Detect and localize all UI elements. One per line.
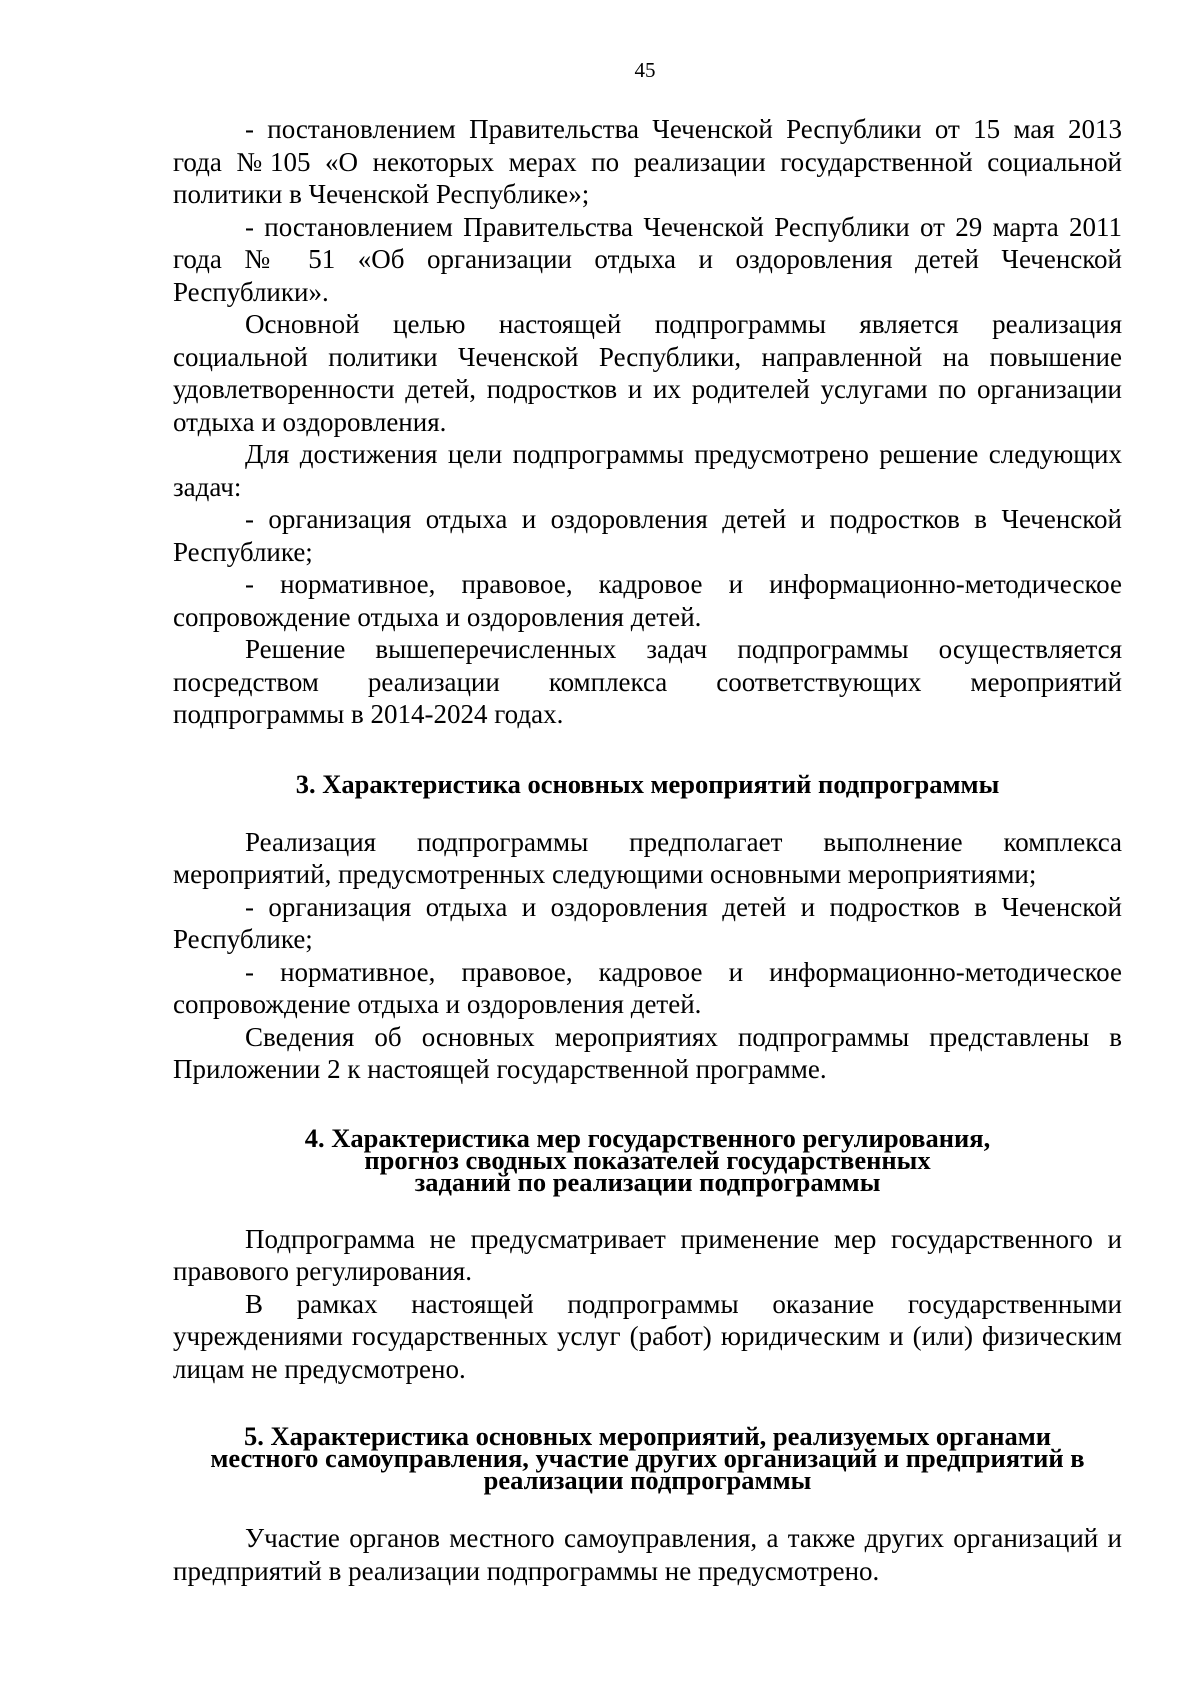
paragraph: Участие органов местного самоуправления, а также других организаций и предприятий в реализации подпрограммы не предусмотрено. <box>173 1523 1122 1586</box>
paragraph: Основной целью настоящей подпрограммы является реализация социальной политики Чеченской Республики, направленной на повышение удовлетворенности детей, подростков и их родителей услугами по организации отдыха и оздоровления. <box>173 309 1122 437</box>
section-heading <box>173 768 1122 800</box>
section-heading-line: местного самоуправления, участие других организаций и предприятий в <box>210 1443 1085 1473</box>
paragraph: Для достижения цели подпрограммы предусмотрено решение следующих задач: <box>173 439 1122 502</box>
paragraph: - постановлением Правительства Чеченской Республики от 29 марта 2011 года № 51 «Об организации отдыха и оздоровления детей Чеченской Республики». <box>173 211 1122 307</box>
paragraph: - нормативное, правовое, кадровое и информационно-методическое сопровождение отдыха и оздоровления детей. <box>173 956 1122 1019</box>
document-body <box>173 113 1122 1587</box>
section-heading-line: 5. Характеристика основных мероприятий, реализуемых органами <box>243 1421 1052 1451</box>
paragraph: Решение вышеперечисленных задач подпрограммы осуществляется посредством реализации комплекса соответствующих мероприятий подпрограммы в 2014-2024 годах. <box>173 634 1122 729</box>
paragraph: Реализация подпрограммы предполагает выполнение комплекса мероприятий, предусмотренных следующими основными мероприятиями; <box>173 826 1122 889</box>
section-heading-line: 3. Характеристика основных мероприятий подпрограммы <box>295 768 1000 799</box>
paragraph: Сведения об основных мероприятиях подпрограммы представлены в Приложении 2 к настоящей государственной программе. <box>173 1021 1122 1084</box>
section-heading-line: прогноз сводных показателей государственных <box>364 1144 931 1175</box>
section-heading-line: заданий по реализации подпрограммы <box>414 1166 881 1197</box>
paragraph: В рамках настоящей подпрограммы оказание государственными учреждениями государственных услуг (работ) юридическим и (или) физическим лицам не предусмотрено. <box>173 1288 1122 1384</box>
page-number: 45 <box>634 58 656 82</box>
section-heading-line: реализации подпрограммы <box>483 1465 812 1495</box>
paragraph: - организация отдыха и оздоровления детей и подростков в Чеченской Республике; <box>173 504 1122 567</box>
paragraph: Подпрограмма не предусматривает применение мер государственного и правового регулирования. <box>173 1223 1122 1286</box>
section-heading-line: 4. Характеристика мер государственного регулирования, <box>304 1122 991 1153</box>
paragraph: - нормативное, правовое, кадровое и информационно-методическое сопровождение отдыха и оздоровления детей. <box>173 569 1122 632</box>
section-heading <box>173 1421 1122 1495</box>
paragraph: - организация отдыха и оздоровления детей и подростков в Чеченской Республике; <box>173 891 1122 954</box>
section-heading <box>173 1122 1122 1197</box>
paragraph: - постановлением Правительства Чеченской Республики от 15 мая 2013 года №105 «О некоторых мерах по реализации государственной социальной политики в Чеченской Республике»; <box>173 114 1122 209</box>
